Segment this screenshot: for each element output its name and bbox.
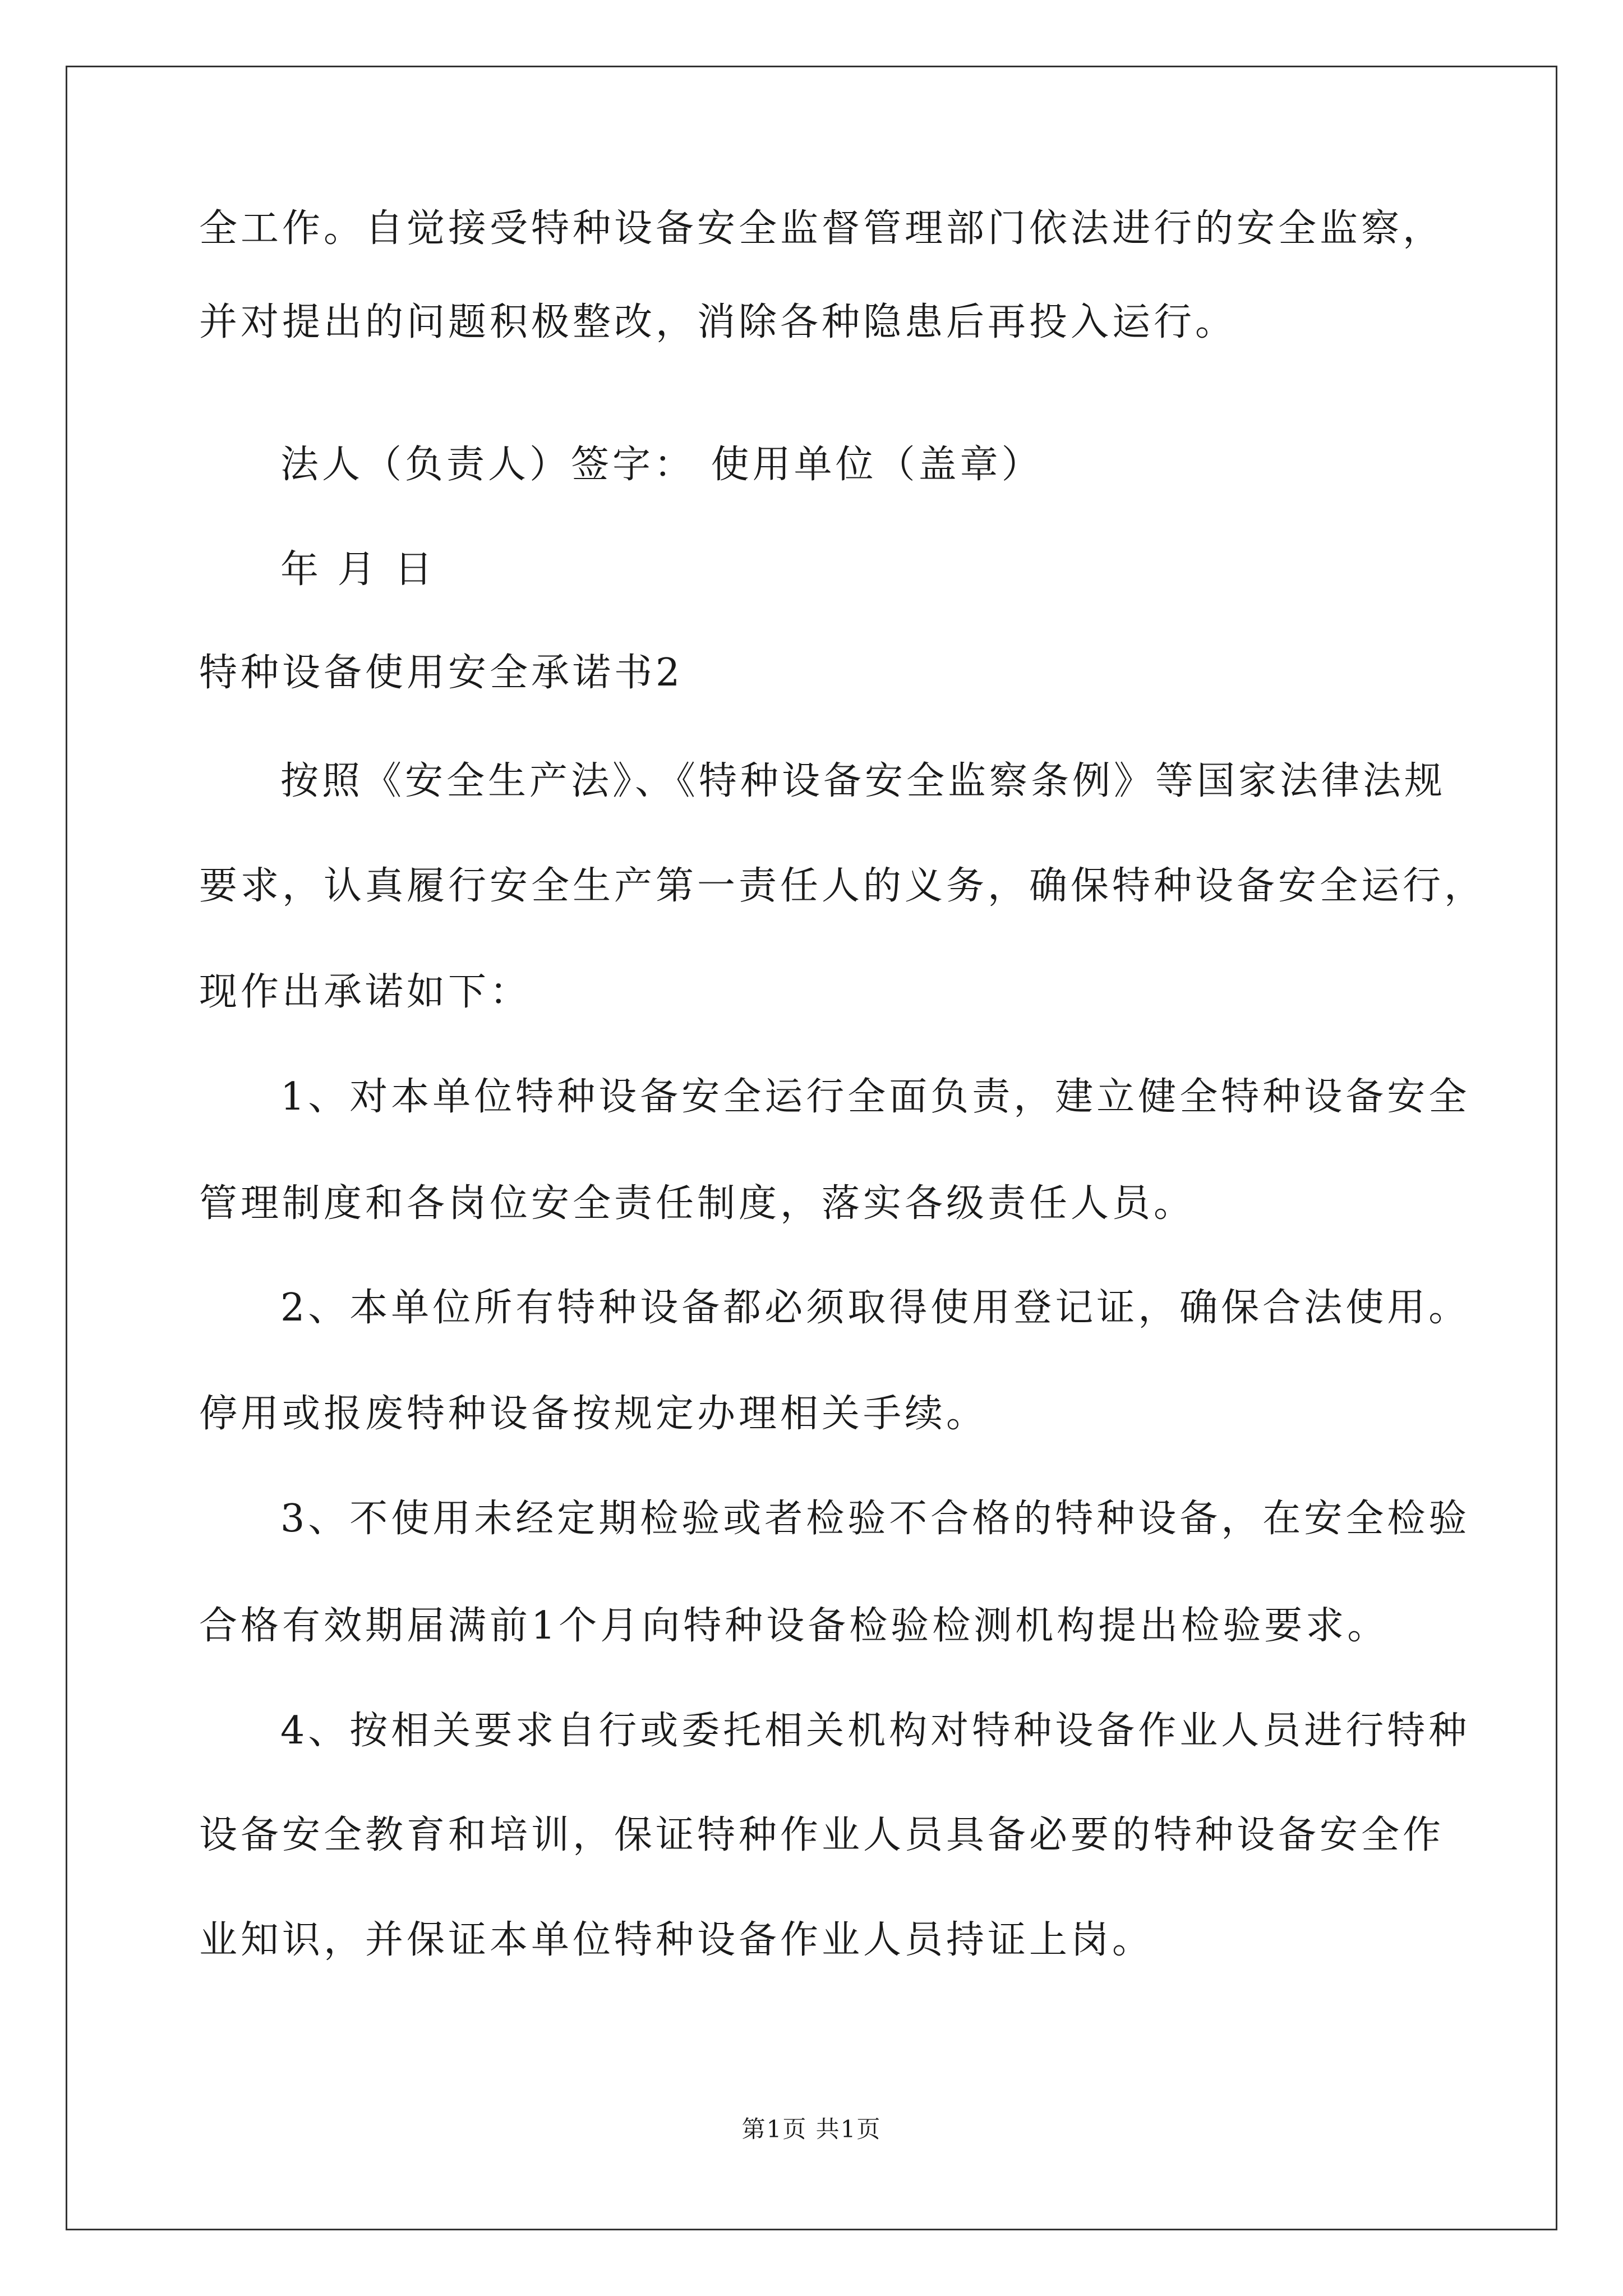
section-title: 特种设备使用安全承诺书2: [199, 651, 684, 695]
list-item-4: 4、按相关要求自行或委托相关机构对特种设备作业人员进行特种: [280, 1709, 1470, 1753]
paragraph-line: 设备安全教育和培训，保证特种作业人员具备必要的特种设备安全作: [199, 1813, 1445, 1857]
paragraph-line: 按照《安全生产法》、《特种设备安全监察条例》等国家法律法规: [280, 759, 1446, 803]
paragraph-line: 并对提出的问题积极整改，消除各种隐患后再投入运行。: [199, 300, 1237, 344]
paragraph-line: 停用或报废特种设备按规定办理相关手续。: [199, 1392, 988, 1436]
page-border: [66, 66, 1557, 2230]
paragraph-line: 管理制度和各岗位安全责任制度，落实各级责任人员。: [199, 1181, 1196, 1226]
list-item-2: 2、本单位所有特种设备都必须取得使用登记证，确保合法使用。: [280, 1286, 1470, 1330]
page-footer: 第1页 共1页: [741, 2115, 882, 2143]
paragraph-line: 业知识，并保证本单位特种设备作业人员持证上岗。: [199, 1918, 1154, 1962]
paragraph-line: 现作出承诺如下：: [199, 970, 532, 1014]
list-item-1: 1、对本单位特种设备安全运行全面负责，建立健全特种设备安全: [280, 1075, 1470, 1119]
signature-line: 法人（负责人）签字： 使用单位（盖章）: [280, 443, 1043, 487]
list-item-3: 3、不使用未经定期检验或者检验不合格的特种设备，在安全检验: [280, 1497, 1470, 1541]
paragraph-line: 全工作。自觉接受特种设备安全监督管理部门依法进行的安全监察，: [199, 206, 1445, 251]
paragraph-line: 合格有效期届满前1个月向特种设备检验检测机构提出检验要求。: [199, 1604, 1389, 1648]
paragraph-line: 要求，认真履行安全生产第一责任人的义务，确保特种设备安全运行，: [199, 864, 1486, 908]
date-line: 年 月 日: [280, 547, 436, 592]
